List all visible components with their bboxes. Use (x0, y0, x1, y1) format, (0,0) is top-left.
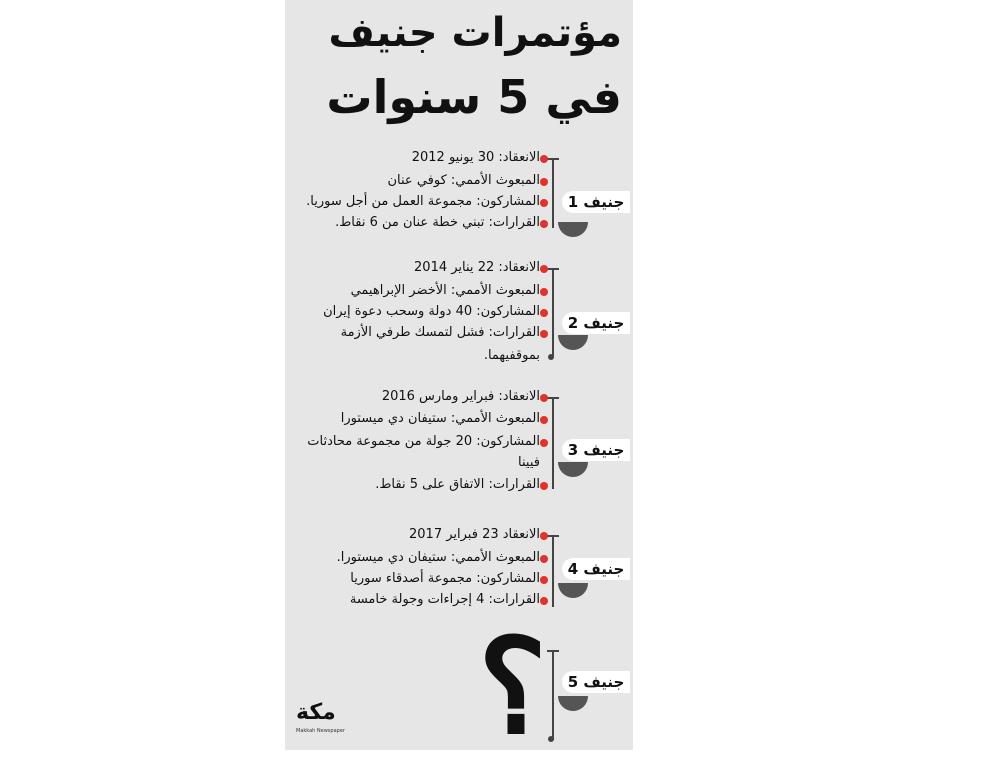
bullet-dot (540, 330, 548, 338)
item-decisions: القرارات: 4 إجراءات وجولة خامسة (349, 592, 540, 607)
timeline-end-dot (548, 736, 554, 742)
timeline-line (552, 650, 554, 740)
bullet-dot (540, 532, 548, 540)
timeline-tick (547, 397, 559, 399)
item-date: الانعقاد: فبراير ومارس 2016 (381, 389, 540, 404)
bullet-dot (540, 220, 548, 228)
title-line-1: مؤتمرات جنيف (328, 10, 622, 56)
conference-label: جنيف 3 (562, 439, 630, 461)
bullet-dot (540, 416, 548, 424)
conference-label: جنيف 1 (562, 191, 630, 213)
item-envoy: المبعوث الأممي: ستيفان دي ميستورا. (336, 550, 540, 565)
bullet-dot (540, 597, 548, 605)
bullet-dot (540, 439, 548, 447)
timeline-line (552, 268, 554, 358)
bullet-dot (540, 555, 548, 563)
timeline-line (552, 158, 554, 228)
timeline-tick (547, 650, 559, 652)
bullet-dot (540, 288, 548, 296)
bullet-dot (540, 576, 548, 584)
bullet-dot (540, 199, 548, 207)
bullet-dot (540, 178, 548, 186)
bullet-dot (540, 482, 548, 490)
timeline-line (552, 397, 554, 489)
item-continuation: بموقفيهما. (483, 348, 540, 363)
item-decisions: القرارات: الاتفاق على 5 نقاط. (375, 477, 540, 492)
newspaper-logo (296, 700, 344, 740)
bullet-dot (540, 394, 548, 402)
item-envoy: المبعوث الأممي: ستيفان دي ميستورا (340, 411, 540, 426)
timeline-line (552, 535, 554, 607)
bullet-dot (540, 309, 548, 317)
item-date: الانعقاد 23 فبراير 2017 (409, 527, 540, 542)
item-date: الانعقاد: 22 يناير 2014 (414, 260, 540, 275)
timeline-end-dot (548, 354, 554, 360)
item-envoy: المبعوث الأممي: الأخضر الإبراهيمي (350, 283, 540, 298)
bullet-dot (540, 155, 548, 163)
conference-label: جنيف 5 (562, 671, 630, 693)
item-decisions: القرارات: فشل لتمسك طرفي الأزمة (340, 325, 540, 340)
logo-name: مكة (296, 700, 336, 725)
logo-subtitle: Makkah Newspaper (296, 728, 345, 734)
item-participants: المشاركون: 40 دولة وسحب دعوة إيران (323, 304, 540, 319)
conference-label: جنيف 4 (562, 558, 630, 580)
question-mark: ؟ (478, 610, 547, 763)
item-participants: المشاركون: 20 جولة من مجموعة محادثات (307, 434, 540, 449)
bullet-dot (540, 265, 548, 273)
conference-label: جنيف 2 (562, 312, 630, 334)
timeline-tick (547, 268, 559, 270)
timeline-tick (547, 158, 559, 160)
item-date: الانعقاد: 30 يونيو 2012 (411, 150, 540, 165)
item-continuation: فيينا (518, 455, 540, 470)
timeline-tick (547, 535, 559, 537)
item-decisions: القرارات: تبني خطة عنان من 6 نقاط. (335, 215, 540, 230)
title-line-2: في 5 سنوات (326, 70, 622, 124)
item-participants: المشاركون: مجموعة أصدقاء سوريا (350, 571, 540, 586)
item-envoy: المبعوث الأممي: كوفي عنان (387, 173, 540, 188)
item-participants: المشاركون: مجموعة العمل من أجل سوريا. (306, 194, 540, 209)
